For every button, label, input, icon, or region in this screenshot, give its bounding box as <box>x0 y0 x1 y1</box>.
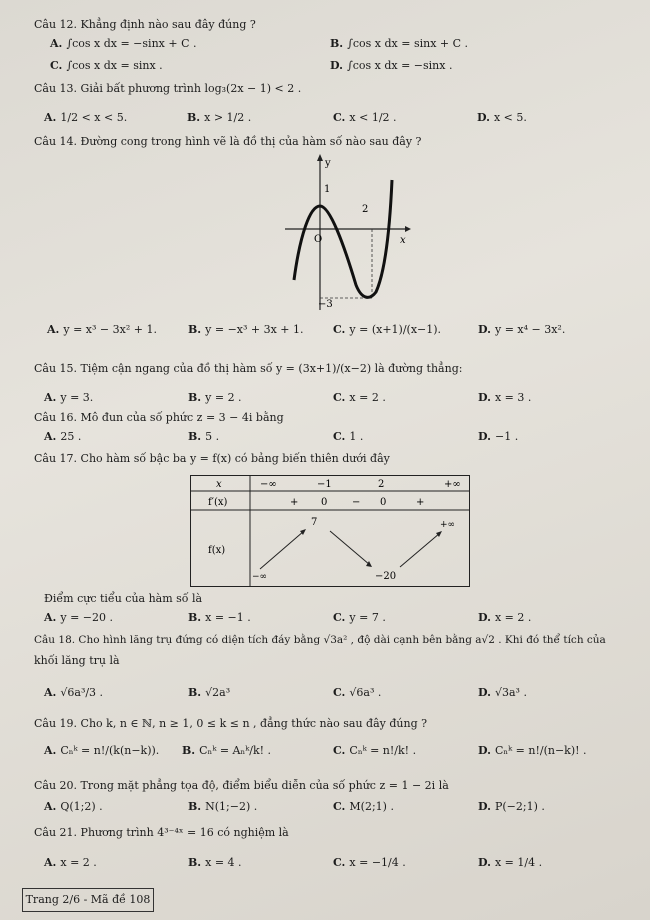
q19-option-d[interactable]: D. Cₙᵏ = n!/(n−k)! . <box>478 744 587 757</box>
page-footer: Trang 2/6 - Mã đề 108 <box>22 888 154 912</box>
q21-stem: Câu 21. Phương trình 4³⁻⁴ˣ = 16 có nghiệm là <box>34 826 289 839</box>
q18-stem-cont: khối lăng trụ là <box>34 654 120 667</box>
row-header-fprime: f′(x) <box>208 497 228 508</box>
q17-after: Điểm cực tiểu của hàm số là <box>44 592 203 605</box>
sign-minus: − <box>352 497 361 508</box>
curve <box>294 180 392 297</box>
q19-option-c[interactable]: C. Cₙᵏ = n!/k! . <box>333 744 417 757</box>
sign-plus-1: + <box>290 497 299 508</box>
q21-option-a[interactable]: A. x = 2 . <box>44 856 97 869</box>
q13-option-a[interactable]: A. 1/2 < x < 5. <box>44 111 128 124</box>
q13-stem: Câu 13. Giải bất phương trình log₃(2x − 1) < 2 . <box>34 82 302 95</box>
q16-stem: Câu 16. Mô đun của số phức z = 3 − 4i bằng <box>34 411 284 424</box>
function-graph <box>280 150 420 315</box>
q18-option-b[interactable]: B. √2a³ <box>188 686 231 699</box>
q16-option-c[interactable]: C. 1 . <box>333 430 364 443</box>
q12-option-d[interactable]: D. ∫cos x dx = −sinx . <box>330 59 453 72</box>
row-header-f: f(x) <box>208 545 226 556</box>
q15-option-d[interactable]: D. x = 3 . <box>478 391 532 404</box>
f-start-value: −∞ <box>252 572 268 582</box>
q20-stem: Câu 20. Trong mặt phẳng tọa độ, điểm biểu diễn của số phức z = 1 − 2i là <box>34 779 449 792</box>
q14-option-c[interactable]: C. y = (x+1)/(x−1). <box>333 323 442 336</box>
sign-zero-1: 0 <box>321 497 328 508</box>
q17-option-a[interactable]: A. y = −20 . <box>44 611 114 624</box>
arrow-decrease <box>330 531 370 565</box>
q12-option-a[interactable]: A. ∫cos x dx = −sinx + C . <box>50 37 197 50</box>
q12-option-c[interactable]: C. ∫cos x dx = sinx . <box>50 59 163 72</box>
q17-option-d[interactable]: D. x = 2 . <box>478 611 532 624</box>
y-axis-label: y <box>325 158 331 169</box>
q14-option-a[interactable]: A. y = x³ − 3x² + 1. <box>47 323 157 336</box>
tick-label-neg3: −3 <box>318 299 333 310</box>
y-axis-arrow <box>317 154 323 161</box>
q20-option-a[interactable]: A. Q(1;2) . <box>44 800 103 813</box>
q21-option-c[interactable]: C. x = −1/4 . <box>333 856 406 869</box>
q17-option-c[interactable]: C. y = 7 . <box>333 611 386 624</box>
q20-option-d[interactable]: D. P(−2;1) . <box>478 800 545 813</box>
q18-option-d[interactable]: D. √3a³ . <box>478 686 527 699</box>
q18-option-a[interactable]: A. √6a³/3 . <box>44 686 104 699</box>
arrow-increase-2 <box>400 533 440 567</box>
row-header-x: x <box>216 479 222 490</box>
q20-option-c[interactable]: C. M(2;1) . <box>333 800 394 813</box>
f-end-value: +∞ <box>440 520 456 530</box>
q12-stem: Câu 12. Khẳng định nào sau đây đúng ? <box>34 18 256 31</box>
variation-table <box>190 475 470 587</box>
x-val-neg-inf: −∞ <box>260 479 277 490</box>
x-val-neg1: −1 <box>317 479 332 490</box>
q15-stem: Câu 15. Tiệm cận ngang của đồ thị hàm số y = (3x+1)/(x−2) là đường thẳng: <box>34 362 463 375</box>
q17-stem: Câu 17. Cho hàm số bậc ba y = f(x) có bảng biến thiên dưới đây <box>34 452 390 465</box>
x-axis-arrow <box>405 226 411 232</box>
q20-option-b[interactable]: B. N(1;−2) . <box>188 800 258 813</box>
sign-zero-2: 0 <box>380 497 387 508</box>
sign-plus-2: + <box>416 497 425 508</box>
tick-label-1: 1 <box>324 184 331 195</box>
q14-option-b[interactable]: B. y = −x³ + 3x + 1. <box>188 323 304 336</box>
x-val-pos-inf: +∞ <box>444 479 461 490</box>
q21-option-b[interactable]: B. x = 4 . <box>188 856 242 869</box>
x-axis-label: x <box>400 235 406 246</box>
origin-label: O <box>314 234 323 245</box>
f-max-value: 7 <box>311 517 318 528</box>
q13-option-b[interactable]: B. x > 1/2 . <box>187 111 252 124</box>
q18-option-c[interactable]: C. √6a³ . <box>333 686 382 699</box>
tick-label-2: 2 <box>362 204 369 215</box>
f-min-value: −20 <box>375 571 397 582</box>
q14-stem: Câu 14. Đường cong trong hình vẽ là đồ thị của hàm số nào sau đây ? <box>34 135 422 148</box>
q16-option-a[interactable]: A. 25 . <box>44 430 82 443</box>
q15-option-c[interactable]: C. x = 2 . <box>333 391 386 404</box>
q13-option-d[interactable]: D. x < 5. <box>477 111 527 124</box>
q12-option-b[interactable]: B. ∫cos x dx = sinx + C . <box>330 37 469 50</box>
q16-option-b[interactable]: B. 5 . <box>188 430 220 443</box>
q17-option-b[interactable]: B. x = −1 . <box>188 611 251 624</box>
q15-option-a[interactable]: A. y = 3. <box>44 391 94 404</box>
q13-option-c[interactable]: C. x < 1/2 . <box>333 111 397 124</box>
q16-option-d[interactable]: D. −1 . <box>478 430 519 443</box>
q19-option-a[interactable]: A. Cₙᵏ = n!/(k(n−k)). <box>44 744 160 757</box>
arrow-increase-1 <box>260 531 304 569</box>
q18-stem: Câu 18. Cho hình lăng trụ đứng có diện tích đáy bằng √3a² , độ dài cạnh bên bằng a√2 . Khi đó thể tích của <box>34 634 606 646</box>
q15-option-b[interactable]: B. y = 2 . <box>188 391 242 404</box>
q19-option-b[interactable]: B. Cₙᵏ = Aₙᵏ/k! . <box>182 744 272 757</box>
q21-option-d[interactable]: D. x = 1/4 . <box>478 856 543 869</box>
q14-option-d[interactable]: D. y = x⁴ − 3x². <box>478 323 566 336</box>
q19-stem: Câu 19. Cho k, n ∈ ℕ, n ≥ 1, 0 ≤ k ≤ n , đẳng thức nào sau đây đúng ? <box>34 717 428 730</box>
x-val-2: 2 <box>378 479 385 490</box>
